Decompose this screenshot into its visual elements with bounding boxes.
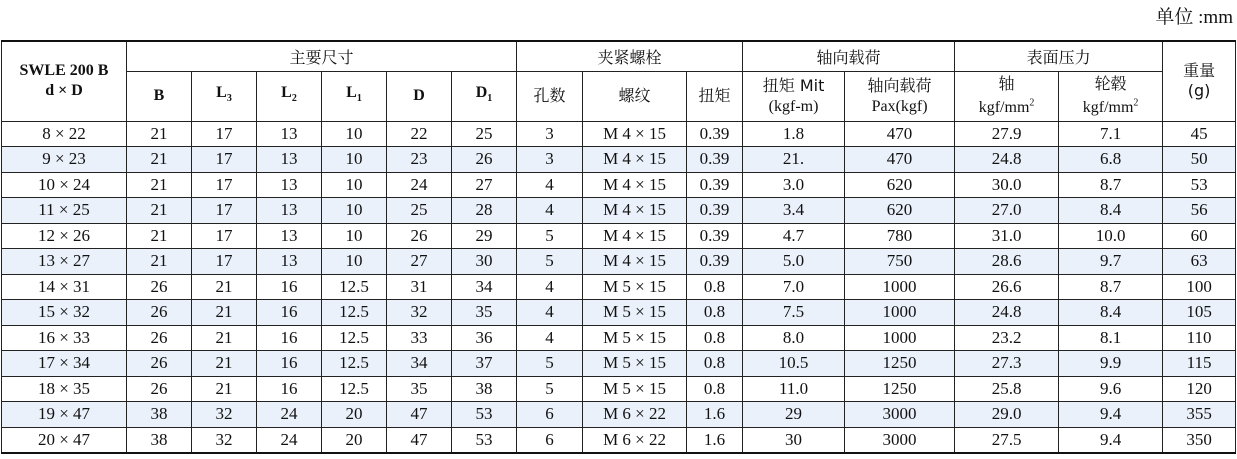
- cell-holes: 4: [517, 274, 583, 300]
- cell-l3: 17: [192, 172, 257, 198]
- cell-thread: M 4 × 15: [583, 172, 687, 198]
- cell-d1: 30: [452, 249, 517, 275]
- cell-l3: 32: [192, 427, 257, 453]
- cell-hub-pressure: 6.8: [1059, 147, 1163, 173]
- cell-shaft-pressure: 24.8: [955, 147, 1059, 173]
- unit-label: 单位 :mm: [1155, 7, 1233, 28]
- cell-holes: 4: [517, 325, 583, 351]
- col-l1-header: [322, 71, 387, 121]
- cell-size: 12 × 26: [2, 223, 127, 249]
- table-body: [2, 121, 1236, 453]
- cell-thread: M 5 × 15: [583, 300, 687, 326]
- cell-pax: 1000: [845, 274, 955, 300]
- cell-l3: 21: [192, 325, 257, 351]
- cell-l1: 10: [322, 121, 387, 147]
- col-l2-letter: L: [281, 83, 292, 101]
- col-holes-header: 孔数: [517, 71, 583, 121]
- col-pax-line2: Pax(kgf): [871, 97, 928, 115]
- col-shaft-unit-text: kgf/mm: [978, 99, 1030, 117]
- cell-holes: 6: [517, 402, 583, 428]
- cell-l2: 16: [257, 376, 322, 402]
- col-mit-line1: 扭矩 Mit: [762, 75, 825, 95]
- cell-weight: 50: [1163, 147, 1236, 173]
- cell-pax: 470: [845, 147, 955, 173]
- cell-size: 8 × 22: [2, 121, 127, 147]
- cell-l1: 10: [322, 147, 387, 173]
- header-row-columns: [2, 71, 1236, 121]
- cell-weight: 63: [1163, 249, 1236, 275]
- table-row: [2, 147, 1236, 173]
- table-row: [2, 427, 1236, 453]
- cell-shaft-pressure: 24.8: [955, 300, 1059, 326]
- table-header: [2, 41, 1236, 121]
- cell-shaft-pressure: 25.8: [955, 376, 1059, 402]
- cell-b: 38: [127, 427, 192, 453]
- cell-hub-pressure: 8.4: [1059, 198, 1163, 224]
- cell-hub-pressure: 10.0: [1059, 223, 1163, 249]
- cell-l2: 16: [257, 300, 322, 326]
- col-mit-header: [743, 71, 845, 121]
- cell-torque: 0.39: [687, 198, 743, 224]
- cell-holes: 3: [517, 147, 583, 173]
- cell-d1: 53: [452, 402, 517, 428]
- cell-weight: 105: [1163, 300, 1236, 326]
- cell-holes: 5: [517, 249, 583, 275]
- col-pax-header: [845, 71, 955, 121]
- cell-weight: 53: [1163, 172, 1236, 198]
- cell-l1: 12.5: [322, 274, 387, 300]
- col-l2-header: [257, 71, 322, 121]
- cell-l1: 10: [322, 223, 387, 249]
- cell-d: 34: [387, 351, 452, 377]
- col-d1-header: [452, 71, 517, 121]
- cell-hub-pressure: 7.1: [1059, 121, 1163, 147]
- cell-weight: 56: [1163, 198, 1236, 224]
- cell-d1: 53: [452, 427, 517, 453]
- cell-mit: 11.0: [743, 376, 845, 402]
- cell-b: 26: [127, 300, 192, 326]
- cell-thread: M 5 × 15: [583, 325, 687, 351]
- cell-mit: 21.: [743, 147, 845, 173]
- cell-size: 18 × 35: [2, 376, 127, 402]
- cell-torque: 0.8: [687, 351, 743, 377]
- col-shaft-header: [955, 71, 1059, 121]
- cell-mit: 1.8: [743, 121, 845, 147]
- table-row: [2, 351, 1236, 377]
- cell-weight: 120: [1163, 376, 1236, 402]
- cell-shaft-pressure: 30.0: [955, 172, 1059, 198]
- cell-shaft-pressure: 27.0: [955, 198, 1059, 224]
- cell-thread: M 5 × 15: [583, 274, 687, 300]
- cell-d1: 35: [452, 300, 517, 326]
- cell-hub-pressure: 9.7: [1059, 249, 1163, 275]
- clamping-bolt-header: 夹紧螺栓: [517, 41, 743, 71]
- weight-header-line1: 重量: [1183, 61, 1216, 81]
- cell-d1: 29: [452, 223, 517, 249]
- cell-d: 26: [387, 223, 452, 249]
- cell-mit: 5.0: [743, 249, 845, 275]
- cell-holes: 4: [517, 198, 583, 224]
- cell-shaft-pressure: 27.9: [955, 121, 1059, 147]
- cell-thread: M 5 × 15: [583, 351, 687, 377]
- cell-l2: 13: [257, 172, 322, 198]
- col-torque-header: 扭矩: [687, 71, 743, 121]
- cell-d1: 27: [452, 172, 517, 198]
- surface-pressure-header: 表面压力: [955, 41, 1163, 71]
- cell-pax: 750: [845, 249, 955, 275]
- cell-thread: M 6 × 22: [583, 427, 687, 453]
- cell-b: 21: [127, 198, 192, 224]
- cell-b: 26: [127, 274, 192, 300]
- cell-thread: M 5 × 15: [583, 376, 687, 402]
- table-row: [2, 223, 1236, 249]
- cell-size: 9 × 23: [2, 147, 127, 173]
- cell-torque: 0.8: [687, 300, 743, 326]
- col-b-header: B: [127, 71, 192, 121]
- cell-thread: M 6 × 22: [583, 402, 687, 428]
- table-row: [2, 249, 1236, 275]
- cell-b: 21: [127, 121, 192, 147]
- cell-d1: 28: [452, 198, 517, 224]
- cell-l1: 10: [322, 198, 387, 224]
- cell-b: 21: [127, 147, 192, 173]
- cell-weight: 100: [1163, 274, 1236, 300]
- cell-b: 26: [127, 325, 192, 351]
- cell-holes: 4: [517, 172, 583, 198]
- weight-header-line2: (g): [1187, 81, 1211, 101]
- col-l1-letter: L: [346, 83, 357, 101]
- cell-l2: 24: [257, 427, 322, 453]
- col-d1-letter: D: [475, 83, 488, 101]
- col-d1-subscript: 1: [487, 93, 493, 105]
- cell-holes: 5: [517, 376, 583, 402]
- cell-hub-pressure: 8.7: [1059, 274, 1163, 300]
- cell-size: 19 × 47: [2, 402, 127, 428]
- cell-l2: 13: [257, 249, 322, 275]
- header-row-groups: [2, 41, 1236, 71]
- cell-torque: 0.39: [687, 223, 743, 249]
- cell-l3: 21: [192, 351, 257, 377]
- cell-pax: 780: [845, 223, 955, 249]
- cell-b: 21: [127, 249, 192, 275]
- col-l3-subscript: 3: [226, 93, 232, 105]
- cell-l1: 12.5: [322, 300, 387, 326]
- cell-pax: 1000: [845, 300, 955, 326]
- cell-pax: 1000: [845, 325, 955, 351]
- axial-load-header: 轴向载荷: [743, 41, 955, 71]
- cell-shaft-pressure: 26.6: [955, 274, 1059, 300]
- cell-hub-pressure: 9.9: [1059, 351, 1163, 377]
- col-shaft-unit: [979, 99, 1035, 116]
- cell-pax: 470: [845, 121, 955, 147]
- table-row: [2, 376, 1236, 402]
- cell-l1: 12.5: [322, 351, 387, 377]
- cell-torque: 0.8: [687, 325, 743, 351]
- table-row: [2, 121, 1236, 147]
- cell-l1: 10: [322, 249, 387, 275]
- cell-mit: 7.5: [743, 300, 845, 326]
- cell-d1: 36: [452, 325, 517, 351]
- cell-hub-pressure: 8.4: [1059, 300, 1163, 326]
- cell-l1: 10: [322, 172, 387, 198]
- col-l3-letter: L: [216, 83, 227, 101]
- table-row: [2, 300, 1236, 326]
- cell-b: 21: [127, 172, 192, 198]
- cell-hub-pressure: 9.6: [1059, 376, 1163, 402]
- cell-holes: 5: [517, 351, 583, 377]
- model-header: [2, 41, 127, 121]
- cell-d1: 34: [452, 274, 517, 300]
- cell-mit: 3.0: [743, 172, 845, 198]
- cell-d: 22: [387, 121, 452, 147]
- cell-l3: 17: [192, 121, 257, 147]
- cell-shaft-pressure: 29.0: [955, 402, 1059, 428]
- cell-pax: 3000: [845, 427, 955, 453]
- cell-shaft-pressure: 31.0: [955, 223, 1059, 249]
- col-pax-line1: 轴向载荷: [867, 75, 932, 95]
- cell-mit: 7.0: [743, 274, 845, 300]
- col-l1-subscript: 1: [356, 93, 362, 105]
- cell-l3: 17: [192, 198, 257, 224]
- cell-torque: 0.8: [687, 274, 743, 300]
- cell-l1: 20: [322, 402, 387, 428]
- cell-pax: 1250: [845, 351, 955, 377]
- cell-weight: 355: [1163, 402, 1236, 428]
- cell-pax: 620: [845, 198, 955, 224]
- cell-b: 26: [127, 351, 192, 377]
- cell-holes: 6: [517, 427, 583, 453]
- cell-mit: 3.4: [743, 198, 845, 224]
- cell-size: 17 × 34: [2, 351, 127, 377]
- cell-torque: 0.39: [687, 121, 743, 147]
- col-mit-line2: (kgf-m): [768, 97, 819, 115]
- cell-d: 47: [387, 427, 452, 453]
- cell-weight: 350: [1163, 427, 1236, 453]
- cell-pax: 1250: [845, 376, 955, 402]
- cell-l3: 21: [192, 274, 257, 300]
- cell-holes: 4: [517, 300, 583, 326]
- cell-weight: 115: [1163, 351, 1236, 377]
- cell-l3: 32: [192, 402, 257, 428]
- cell-holes: 5: [517, 223, 583, 249]
- cell-hub-pressure: 8.1: [1059, 325, 1163, 351]
- table-row: [2, 274, 1236, 300]
- cell-thread: M 4 × 15: [583, 223, 687, 249]
- cell-d: 23: [387, 147, 452, 173]
- cell-size: 10 × 24: [2, 172, 127, 198]
- cell-l2: 16: [257, 351, 322, 377]
- cell-weight: 110: [1163, 325, 1236, 351]
- cell-torque: 1.6: [687, 427, 743, 453]
- table-row: [2, 172, 1236, 198]
- cell-torque: 0.39: [687, 172, 743, 198]
- cell-d: 31: [387, 274, 452, 300]
- table-row: [2, 325, 1236, 351]
- cell-l2: 16: [257, 325, 322, 351]
- cell-weight: 60: [1163, 223, 1236, 249]
- cell-d1: 25: [452, 121, 517, 147]
- cell-holes: 3: [517, 121, 583, 147]
- cell-l1: 20: [322, 427, 387, 453]
- cell-l2: 13: [257, 121, 322, 147]
- cell-hub-pressure: 9.4: [1059, 402, 1163, 428]
- cell-thread: M 4 × 15: [583, 121, 687, 147]
- cell-b: 21: [127, 223, 192, 249]
- cell-b: 38: [127, 402, 192, 428]
- cell-l2: 13: [257, 223, 322, 249]
- cell-shaft-pressure: 23.2: [955, 325, 1059, 351]
- cell-hub-pressure: 8.7: [1059, 172, 1163, 198]
- cell-mit: 4.7: [743, 223, 845, 249]
- cell-d: 27: [387, 249, 452, 275]
- cell-pax: 3000: [845, 402, 955, 428]
- cell-shaft-pressure: 27.3: [955, 351, 1059, 377]
- cell-weight: 45: [1163, 121, 1236, 147]
- cell-b: 26: [127, 376, 192, 402]
- col-l2-subscript: 2: [291, 93, 297, 105]
- cell-l3: 21: [192, 300, 257, 326]
- cell-l3: 17: [192, 147, 257, 173]
- cell-thread: M 4 × 15: [583, 147, 687, 173]
- cell-torque: 1.6: [687, 402, 743, 428]
- cell-d: 32: [387, 300, 452, 326]
- cell-torque: 0.39: [687, 249, 743, 275]
- cell-mit: 10.5: [743, 351, 845, 377]
- cell-d: 24: [387, 172, 452, 198]
- table-row: [2, 402, 1236, 428]
- cell-size: 15 × 32: [2, 300, 127, 326]
- cell-d1: 37: [452, 351, 517, 377]
- cell-l2: 13: [257, 147, 322, 173]
- cell-l3: 17: [192, 249, 257, 275]
- cell-size: 13 × 27: [2, 249, 127, 275]
- col-thread-header: 螺纹: [583, 71, 687, 121]
- cell-shaft-pressure: 28.6: [955, 249, 1059, 275]
- cell-d: 25: [387, 198, 452, 224]
- cell-l1: 12.5: [322, 325, 387, 351]
- cell-torque: 0.39: [687, 147, 743, 173]
- cell-l2: 24: [257, 402, 322, 428]
- cell-l3: 21: [192, 376, 257, 402]
- cell-d1: 38: [452, 376, 517, 402]
- cell-mit: 29: [743, 402, 845, 428]
- model-header-line2: d × D: [45, 82, 83, 100]
- cell-size: 16 × 33: [2, 325, 127, 351]
- col-shaft-unit-sup: 2: [1029, 97, 1035, 109]
- cell-l2: 13: [257, 198, 322, 224]
- cell-shaft-pressure: 27.5: [955, 427, 1059, 453]
- col-hub-unit: [1083, 99, 1139, 116]
- cell-hub-pressure: 9.4: [1059, 427, 1163, 453]
- table-row: [2, 198, 1236, 224]
- cell-pax: 620: [845, 172, 955, 198]
- cell-d1: 26: [452, 147, 517, 173]
- main-dimensions-header: 主要尺寸: [127, 41, 517, 71]
- col-d-header: D: [387, 71, 452, 121]
- cell-size: 11 × 25: [2, 198, 127, 224]
- col-hub-header: [1059, 71, 1163, 121]
- col-hub-line1: 轮毂: [1094, 73, 1127, 93]
- cell-l1: 12.5: [322, 376, 387, 402]
- cell-thread: M 4 × 15: [583, 249, 687, 275]
- cell-size: 20 × 47: [2, 427, 127, 453]
- cell-d: 35: [387, 376, 452, 402]
- cell-size: 14 × 31: [2, 274, 127, 300]
- spec-table: [1, 40, 1236, 454]
- cell-torque: 0.8: [687, 376, 743, 402]
- cell-d: 47: [387, 402, 452, 428]
- model-header-line1: SWLE 200 B: [19, 62, 109, 80]
- col-hub-unit-text: kgf/mm: [1082, 99, 1134, 117]
- col-l3-header: [192, 71, 257, 121]
- cell-l3: 17: [192, 223, 257, 249]
- cell-d: 33: [387, 325, 452, 351]
- cell-l2: 16: [257, 274, 322, 300]
- col-hub-unit-sup: 2: [1133, 97, 1139, 109]
- cell-mit: 30: [743, 427, 845, 453]
- weight-header: [1163, 41, 1236, 121]
- col-shaft-line1: 轴: [998, 73, 1015, 93]
- cell-mit: 8.0: [743, 325, 845, 351]
- cell-thread: M 4 × 15: [583, 198, 687, 224]
